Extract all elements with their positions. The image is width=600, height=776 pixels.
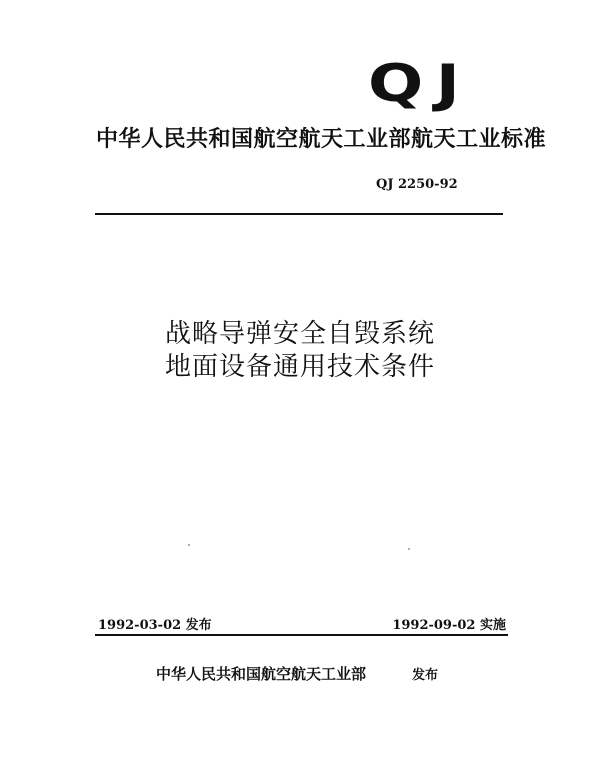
document-title-line-1: 战略导弹安全自毁系统 [164, 319, 435, 349]
scan-speck [408, 548, 410, 550]
org-title: 中华人民共和国航空航天工业部航天工业标准 [96, 127, 547, 152]
publisher: 中华人民共和国航空航天工业部 [156, 665, 367, 683]
top-divider [95, 213, 503, 215]
qj-logo: QJ [368, 54, 473, 114]
implementation-date: 1992-09-02 实施 [392, 618, 506, 633]
standard-number: QJ 2250-92 [376, 177, 458, 192]
scan-speck [188, 544, 190, 546]
issue-date: 1992-03-02 发布 [98, 618, 212, 633]
bottom-divider [95, 634, 508, 636]
publish-label: 发布 [412, 668, 439, 683]
document-title-line-2: 地面设备通用技术条件 [164, 352, 435, 382]
